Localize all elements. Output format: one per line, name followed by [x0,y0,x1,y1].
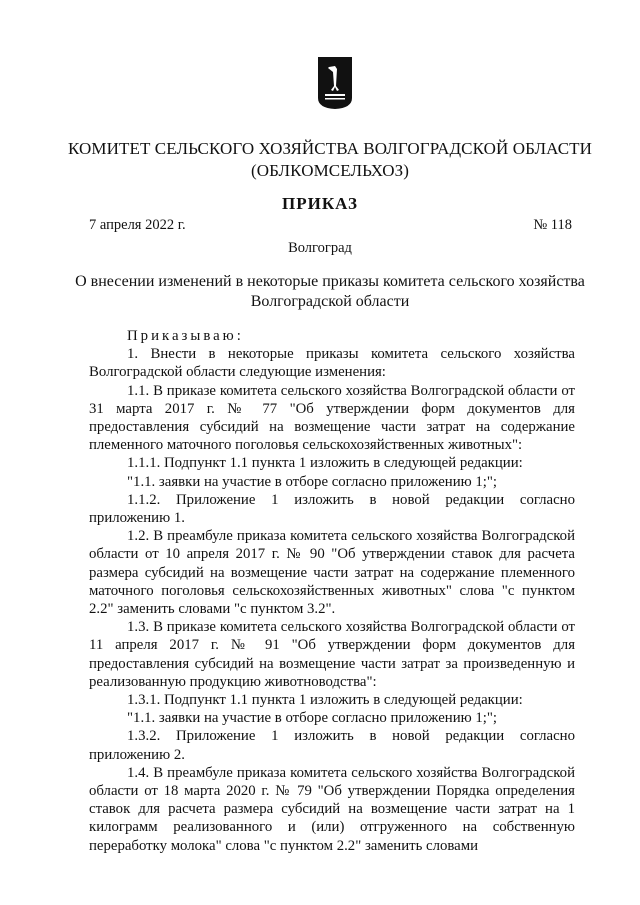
subject-line1: О внесении изменений в некоторые приказы комитета сельского хозяйства [75,273,585,290]
body-paragraph-6: 1.2. В преамбуле приказа комитета сельского хозяйства Волгоградской области от 10 апреля 2017 г. № 90 "Об утверждении ставок для расчета размера субсидий на возмещение части затрат на содержание племенного маточного поголовья сельскохозяйственных животных" слова "с пунктом 2.2" заменить словами "с пунктом 3.2". [89,528,575,618]
order-title: ПРИКАЗ [282,194,358,213]
body-paragraph-10: 1.3.2. Приложение 1 изложить в новой редакции согласно приложению 2. [89,728,575,763]
emblem-base [325,94,345,96]
volgograd-emblem-icon [317,56,353,110]
org-name-line2: (ОБЛКОМСЕЛЬХОЗ) [250,161,410,180]
order-date: 7 апреля 2022 г. [89,217,186,233]
subject-line2: Волгоградской области [250,293,410,310]
body-paragraph-7: 1.3. В приказе комитета сельского хозяйства Волгоградской области от 11 апреля 2017 г. № 91 "Об утверждении форм документов для предоставления субсидий на возмещение части затрат за произведенную и реализованную продукцию животноводства": [89,619,575,690]
body-paragraph-1: 1. Внести в некоторые приказы комитета сельского хозяйства Волгоградской области следующие изменения: [89,346,575,381]
order-body [89,327,575,855]
body-paragraph-0: Приказываю: [127,328,244,344]
body-paragraph-9: "1.1. заявки на участие в отборе согласно приложению 1;"; [127,710,498,727]
order-number: № 118 [533,217,572,233]
body-paragraph-3: 1.1.1. Подпункт 1.1 пункта 1 изложить в следующей редакции: [127,455,523,472]
body-paragraph-5: 1.1.2. Приложение 1 изложить в новой редакции согласно приложению 1. [89,491,575,527]
body-paragraph-2: 1.1. В приказе комитета сельского хозяйства Волгоградской области от 31 марта 2017 г. № 77 "Об утверждении форм документов для предоставления субсидий на возмещение части затрат на содержание племенного маточного поголовья сельскохозяйственных животных": [89,382,575,454]
org-name-line1: КОМИТЕТ СЕЛЬСКОГО ХОЗЯЙСТВА ВОЛГОГРАДСКОЙ ОБЛАСТИ [67,139,592,158]
body-paragraph-11: 1.4. В преамбуле приказа комитета сельского хозяйства Волгоградской области от 18 марта 2020 г. № 79 "Об утверждении Порядка определения ставок для расчета размера субсидий на возмещение части затрат на 1 килограмм реализованного и (или) отгруженного на собственную переработку молока" слова "с пунктом 2.2" заменить словами [89,764,575,854]
body-paragraph-4: "1.1. заявки на участие в отборе согласно приложению 1;"; [127,473,498,490]
order-city: Волгоград [288,240,352,256]
emblem-stripe [325,98,345,100]
order-subject [60,272,600,312]
body-paragraph-8: 1.3.1. Подпункт 1.1 пункта 1 изложить в следующей редакции: [127,692,523,709]
